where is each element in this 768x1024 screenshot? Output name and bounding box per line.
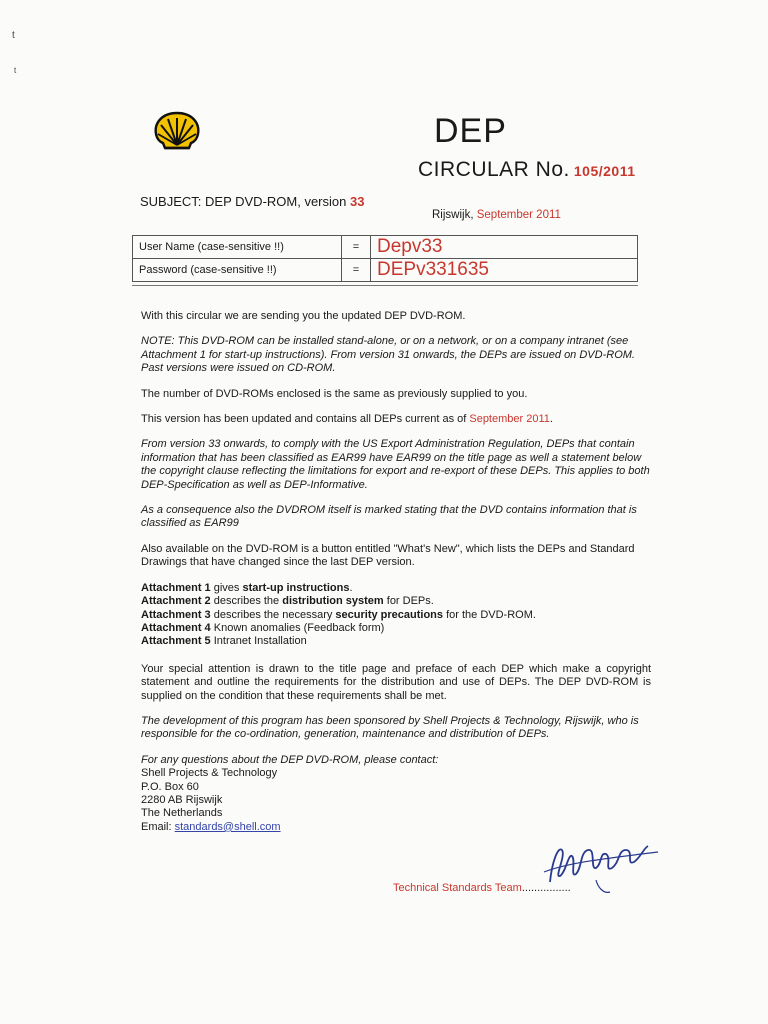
- attachment-text: describes the: [210, 595, 283, 608]
- paragraph: With this circular we are sending you the updated DEP DVD-ROM.: [141, 310, 466, 322]
- contact-block: [141, 754, 651, 834]
- paragraph: Also available on the DVD-ROM is a button entitled "What's New", which lists the DEPs and Standard Drawings that have changed since the last DEP version.: [141, 542, 635, 569]
- circular-heading: [418, 158, 636, 182]
- attachment-name: Attachment 4: [141, 621, 211, 634]
- subject-line: [140, 194, 364, 209]
- attachment-name: Attachment 2: [141, 595, 211, 608]
- attachment-bold: security precautions: [335, 608, 444, 621]
- dep-title: DEP: [434, 112, 507, 150]
- list-item: [141, 595, 651, 608]
- attachment-name: Attachment 3: [141, 608, 211, 621]
- paragraph-text: This version has been updated and contains all DEPs current as of: [141, 413, 470, 426]
- letter-body: [141, 310, 651, 834]
- team-label: Technical Standards Team: [393, 882, 522, 894]
- place-month: September 2011: [476, 209, 561, 221]
- password-value: DEPv331635: [371, 259, 638, 282]
- attachment-text: gives: [210, 581, 243, 594]
- attachment-text: for DEPs.: [383, 595, 434, 608]
- place-city: Rijswijk,: [432, 209, 477, 221]
- list-item: [141, 635, 651, 648]
- address-line: P.O. Box 60: [141, 780, 199, 793]
- list-item: [141, 609, 651, 622]
- attachment-text: Known anomalies (Feedback form): [210, 621, 385, 634]
- list-item: [141, 622, 651, 635]
- attachment-bold: distribution system: [282, 595, 384, 608]
- note-paragraph: NOTE: This DVD-ROM can be installed stand-alone, or on a network, or on a company intranet (see Attachment 1 for start-up instructions). From version 31 onwards, the DEPs are issued on DVD-ROM. Past versions were issued on CD-ROM.: [141, 335, 635, 375]
- place-date: [432, 209, 561, 221]
- credentials-table: [132, 235, 638, 282]
- circular-number: 105/2011: [573, 163, 636, 179]
- paragraph: [141, 413, 651, 426]
- table-row: [133, 259, 638, 282]
- margin-mark: t: [12, 30, 15, 41]
- paragraph: The number of DVD-ROMs enclosed is the same as previously supplied to you.: [141, 387, 528, 400]
- sponsor-paragraph: The development of this program has been sponsored by Shell Projects & Technology, Rijswijk, who is responsible for the co-ordination, generation, maintenance and distribution of DEPs.: [141, 714, 639, 741]
- contact-intro: For any questions about the DEP DVD-ROM, please contact:: [141, 753, 439, 766]
- signature-dots: ................: [521, 882, 571, 894]
- attachment-list: [141, 582, 651, 649]
- username-value: Depv33: [371, 236, 638, 259]
- shell-logo-icon: [152, 110, 202, 152]
- attachment-text: Intranet Installation: [210, 635, 307, 648]
- address-line: Shell Projects & Technology: [141, 767, 278, 780]
- attachment-text: .: [349, 581, 353, 594]
- attachment-text: describes the necessary: [210, 608, 336, 621]
- password-label: Password (case-sensitive !!): [133, 259, 342, 282]
- email-link[interactable]: standards@shell.com: [174, 820, 281, 833]
- subject-prefix: SUBJECT: DEP DVD-ROM, version: [140, 194, 350, 209]
- circular-label: CIRCULAR No.: [418, 158, 570, 181]
- subject-version: 33: [349, 194, 365, 209]
- attachment-name: Attachment 1: [141, 581, 211, 594]
- paragraph: Your special attention is drawn to the title page and preface of each DEP which make a copyright statement and outline the requirements for the distribution and use of DEPs. The DEP DVD-ROM is supplied on the condition that these requirements shall be met.: [141, 662, 651, 702]
- attachment-name: Attachment 5: [141, 635, 211, 648]
- margin-mark: t: [14, 66, 17, 75]
- divider: [132, 285, 638, 286]
- current-date: September 2011: [469, 413, 550, 426]
- table-row: [133, 236, 638, 259]
- attachment-bold: start-up instructions: [242, 581, 350, 594]
- address-line: 2280 AB Rijswijk: [141, 793, 223, 806]
- consequence-paragraph: As a consequence also the DVDROM itself is marked stating that the DVD contains information that is classified as EAR99: [141, 504, 637, 530]
- signatory-line: [393, 882, 571, 894]
- attachment-text: for the DVD-ROM.: [443, 608, 536, 621]
- address-line: The Netherlands: [141, 807, 223, 820]
- export-paragraph: From version 33 onwards, to comply with the US Export Administration Regulation, DEPs that contain information that has been classified as EAR99 have EAR99 on the title page as well a statement below the copyright clause reflecting the limitations for export and re-export of these DEPs. This applies to both DEP-Specification as well as DEP-Informative.: [141, 438, 650, 491]
- equals-sign: =: [342, 259, 371, 282]
- equals-sign: =: [342, 236, 371, 259]
- list-item: [141, 582, 651, 595]
- paragraph-text: .: [549, 413, 553, 426]
- username-label: User Name (case-sensitive !!): [133, 236, 342, 259]
- email-label: Email:: [141, 820, 175, 833]
